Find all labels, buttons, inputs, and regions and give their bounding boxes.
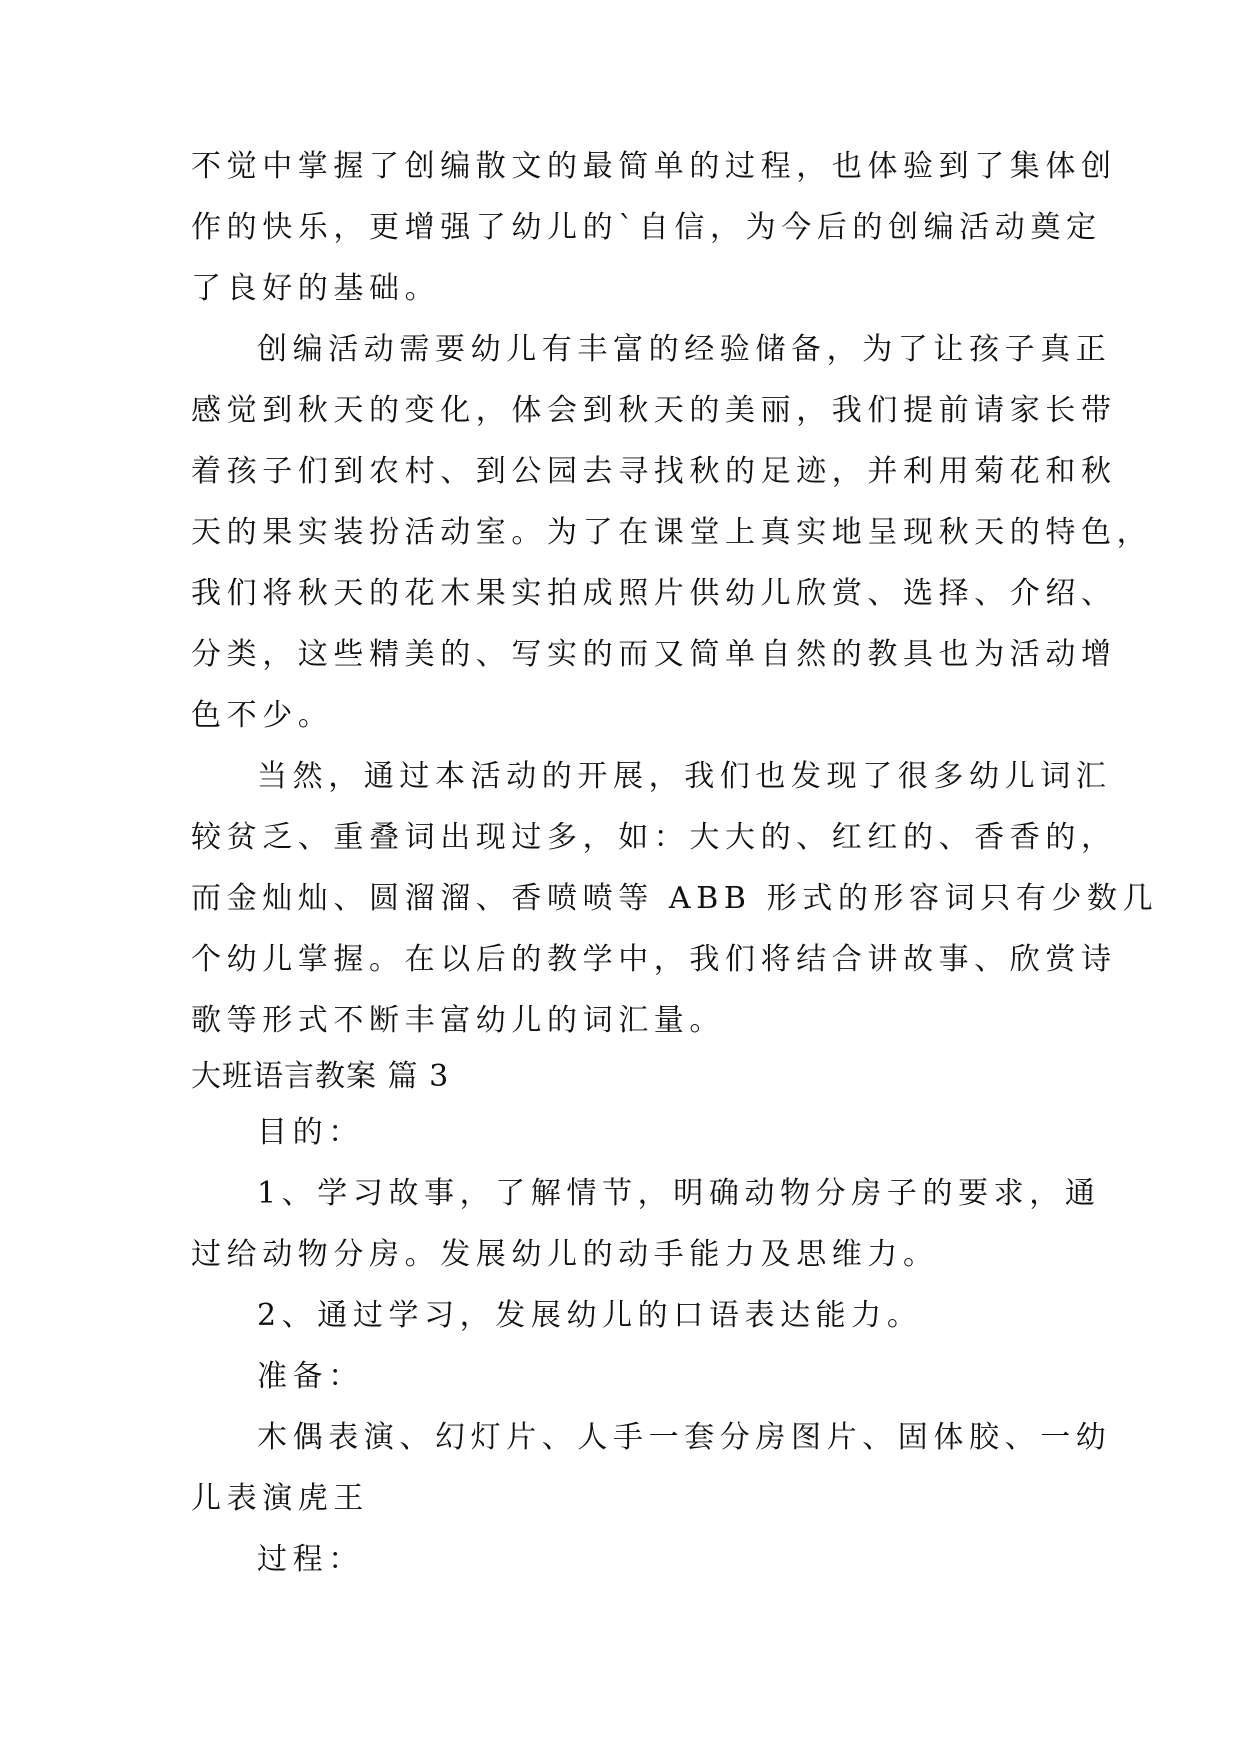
paragraph-line: 色不少。 xyxy=(191,698,334,733)
paragraph-line: 1、学习故事，了解情节，明确动物分房子的要求，通 xyxy=(257,1176,1101,1211)
paragraph-line: 儿表演虎王 xyxy=(191,1481,369,1516)
paragraph-line: 歌等形式不断丰富幼儿的词汇量。 xyxy=(191,1003,725,1038)
paragraph-line: 不觉中掌握了创编散文的最简单的过程，也体验到了集体创 xyxy=(191,149,1117,184)
paragraph-line: 天的果实装扮活动室。为了在课堂上真实地呈现秋天的特色， xyxy=(191,515,1153,550)
paragraph-line: 着孩子们到农村、到公园去寻找秋的足迹，并利用菊花和秋 xyxy=(191,454,1117,489)
paragraph-line: 过给动物分房。发展幼儿的动手能力及思维力。 xyxy=(191,1237,939,1272)
paragraph-line: 我们将秋天的花木果实拍成照片供幼儿欣赏、选择、介绍、 xyxy=(191,576,1117,611)
paragraph-line: 较贫乏、重叠词出现过多，如：大大的、红红的、香香的， xyxy=(191,820,1117,855)
paragraph-line: 作的快乐，更增强了幼儿的`自信，为今后的创编活动奠定 xyxy=(191,210,1102,245)
paragraph-line: 感觉到秋天的变化，体会到秋天的美丽，我们提前请家长带 xyxy=(191,393,1117,428)
paragraph-line: 木偶表演、幻灯片、人手一套分房图片、固体胶、一幼 xyxy=(257,1420,1112,1455)
paragraph-line: 分类，这些精美的、写实的而又简单自然的教具也为活动增 xyxy=(191,637,1117,672)
paragraph-line: 创编活动需要幼儿有丰富的经验储备，为了让孩子真正 xyxy=(257,332,1112,367)
paragraph-line: 个幼儿掌握。在以后的教学中，我们将结合讲故事、欣赏诗 xyxy=(191,942,1117,977)
paragraph-line: 而金灿灿、圆溜溜、香喷喷等 ABB 形式的形容词只有少数几 xyxy=(191,881,1159,916)
section-heading: 大班语言教案 篇 3 xyxy=(191,1059,450,1094)
paragraph-line: 2、通过学习，发展幼儿的口语表达能力。 xyxy=(257,1298,923,1333)
paragraph-line: 当然，通过本活动的开展，我们也发现了很多幼儿词汇 xyxy=(257,759,1112,794)
paragraph-line: 目的： xyxy=(257,1115,364,1150)
paragraph-line: 了良好的基础。 xyxy=(191,271,441,306)
paragraph-line: 准备： xyxy=(257,1359,364,1394)
paragraph-line: 过程： xyxy=(257,1542,364,1577)
